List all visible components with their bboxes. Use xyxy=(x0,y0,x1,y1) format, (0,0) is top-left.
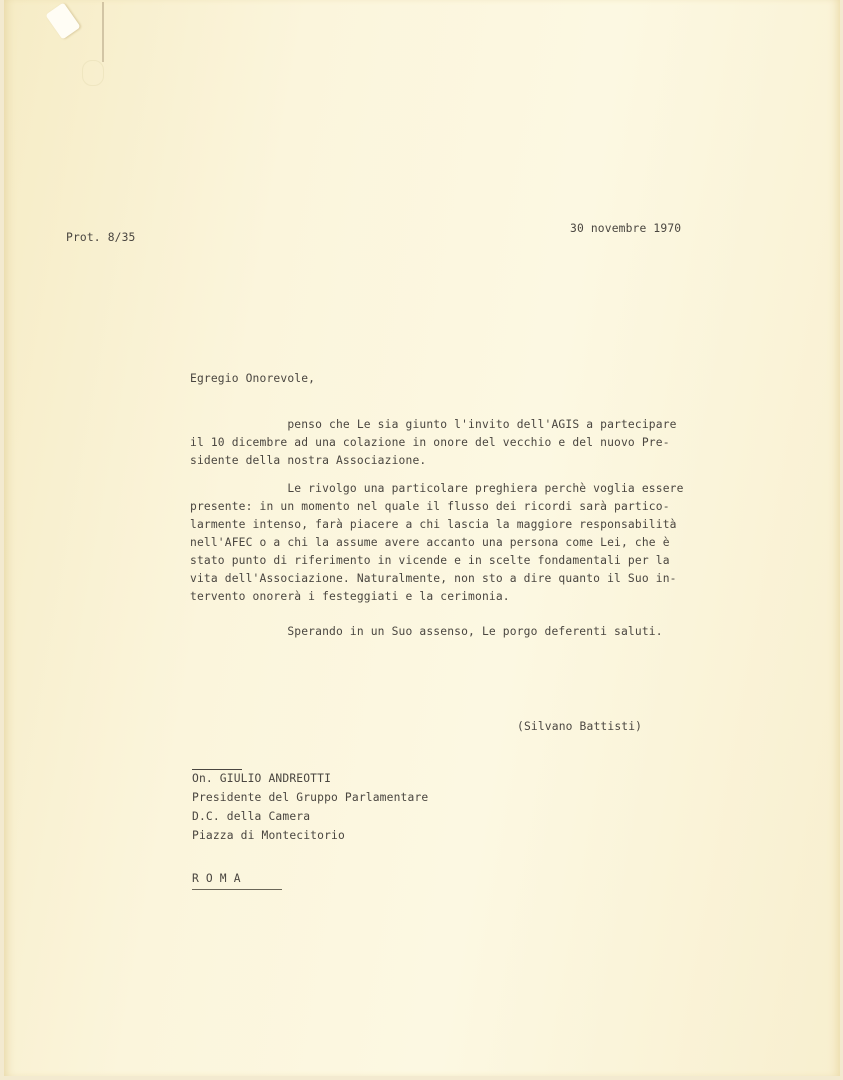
paragraph-1-line: sidente della nostra Associazione. xyxy=(190,454,427,467)
paragraph-2-line: nell'AFEC o a chi la assume avere accanto una persona come Lei, che è xyxy=(190,536,670,549)
recipient-organization: D.C. della Camera xyxy=(192,810,311,823)
paragraph-2-line: vita dell'Associazione. Naturalmente, non sto a dire quanto il Suo in- xyxy=(190,572,677,585)
paragraph-2-line: presente: in un momento nel quale il flusso dei ricordi sarà partico- xyxy=(190,500,670,513)
recipient-title: Presidente del Gruppo Parlamentare xyxy=(192,791,429,804)
city-underline xyxy=(192,889,282,890)
fold-mark xyxy=(102,2,104,62)
letter-date: 30 novembre 1970 xyxy=(570,222,682,235)
protocol-number: Prot. 8/35 xyxy=(66,231,136,244)
salutation: Egregio Onorevole, xyxy=(190,372,316,385)
closing-line: Sperando in un Suo assenso, Le porgo deferenti saluti. xyxy=(190,625,663,638)
letter-page xyxy=(4,0,840,1076)
paragraph-2-line: tervento onorerà i festeggiati e la cerimonia. xyxy=(190,590,510,603)
paragraph-1-line: penso che Le sia giunto l'invito dell'AGIS a partecipare xyxy=(190,418,677,431)
divider-rule xyxy=(192,769,242,770)
paragraph-2-line: stato punto di riferimento in vicende e in scelte fondamentali per la xyxy=(190,554,670,567)
signature-name: (Silvano Battisti) xyxy=(517,720,643,733)
paragraph-2-line: larmente intenso, farà piacere a chi lascia la maggiore responsabilità xyxy=(190,518,677,531)
staple-mark xyxy=(45,2,80,39)
recipient-city: R O M A xyxy=(192,872,241,885)
paragraph-2-line: Le rivolgo una particolare preghiera perchè voglia essere xyxy=(190,482,684,495)
paper-stain xyxy=(82,60,104,86)
recipient-name: On. GIULIO ANDREOTTI xyxy=(192,772,332,785)
paragraph-1-line: il 10 dicembre ad una colazione in onore del vecchio e del nuovo Pre- xyxy=(190,436,670,449)
recipient-address: Piazza di Montecitorio xyxy=(192,829,345,842)
